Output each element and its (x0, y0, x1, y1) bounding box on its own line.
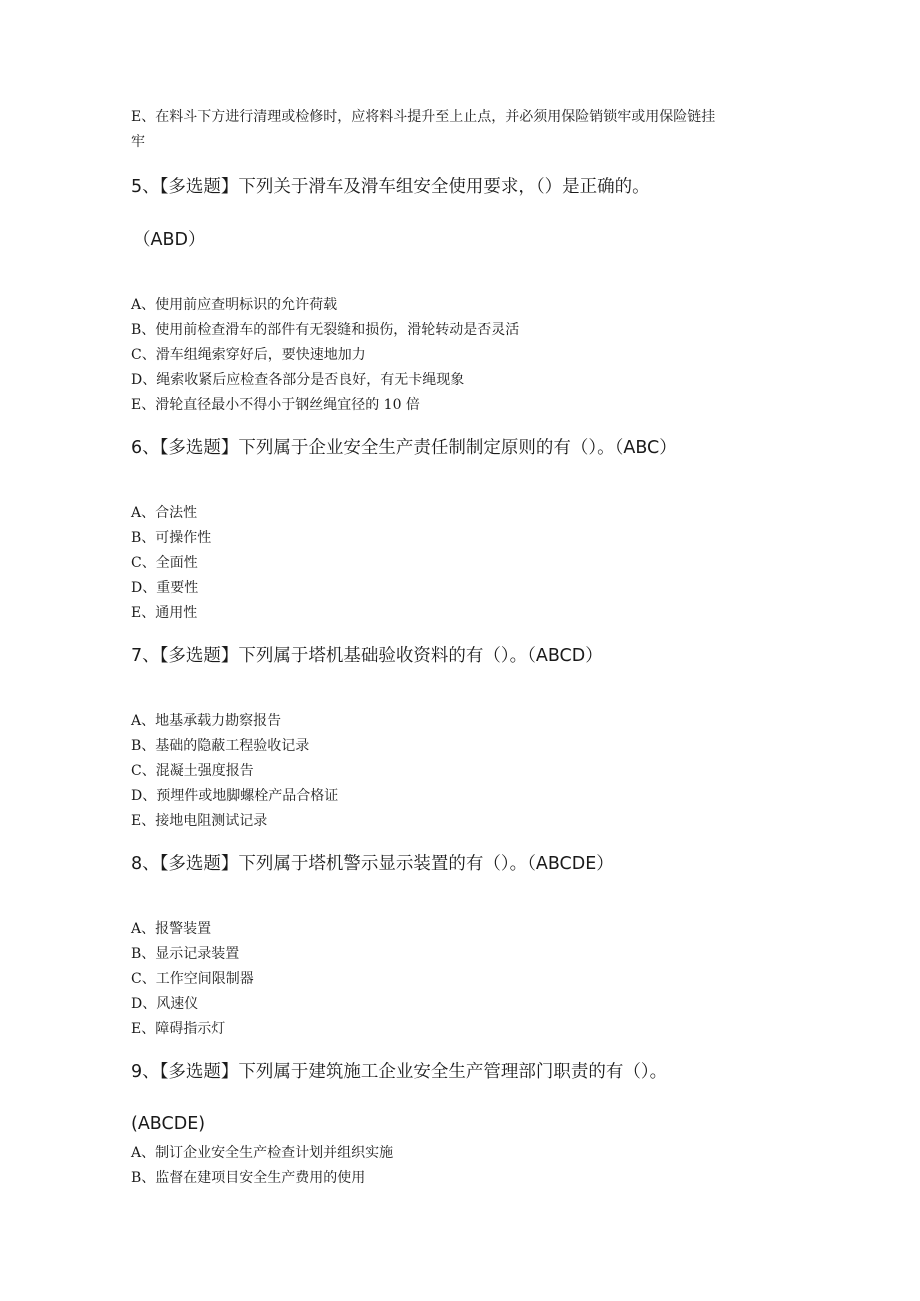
q8-option-a: A、报警装置 (131, 921, 212, 937)
q7-option-b: B、基础的隐蔽工程验收记录 (131, 738, 310, 754)
q6-option-e: E、通用性 (131, 605, 198, 621)
q6-option-c: C、全面性 (131, 555, 198, 571)
q8-option-e: E、障碍指示灯 (131, 1021, 226, 1037)
q7-option-c: C、混凝土强度报告 (131, 763, 254, 779)
q5-answer: （ABD） (133, 230, 206, 250)
q8-option-c: C、工作空间限制器 (131, 971, 254, 987)
q6-option-a: A、合法性 (131, 505, 198, 521)
q5-title: 5、【多选题】下列关于滑车及滑车组安全使用要求，（）是正确的。 (131, 177, 650, 197)
q7-option-a: A、地基承载力勘察报告 (131, 713, 282, 729)
q5-option-b: B、使用前检查滑车的部件有无裂缝和损伤，滑轮转动是否灵活 (131, 322, 520, 338)
q5-option-c: C、滑车组绳索穿好后，要快速地加力 (131, 347, 366, 363)
q9-option-a: A、制订企业安全生产检查计划并组织实施 (131, 1145, 394, 1161)
q9-option-b: B、监督在建项目安全生产费用的使用 (131, 1170, 366, 1186)
q6-option-d: D、重要性 (131, 580, 199, 596)
q5-option-d: D、绳索收紧后应检查各部分是否良好，有无卡绳现象 (131, 372, 465, 388)
q8-title: 8、【多选题】下列属于塔机警示显示装置的有（）。（ABCDE） (131, 854, 614, 874)
q6-option-b: B、可操作性 (131, 530, 212, 546)
q6-title: 6、【多选题】下列属于企业安全生产责任制制定原则的有（）。（ABC） (131, 438, 677, 458)
q4-option-e-line1: E、在料斗下方进行清理或检修时，应将料斗提升至上止点，并必须用保险销锁牢或用保险链挂 (131, 109, 716, 125)
q8-option-b: B、显示记录装置 (131, 946, 240, 962)
q4-option-e-line2: 牢 (131, 134, 145, 150)
q7-option-d: D、预埋件或地脚螺栓产品合格证 (131, 788, 339, 804)
q9-title: 9、【多选题】下列属于建筑施工企业安全生产管理部门职责的有（）。 (131, 1062, 668, 1082)
q8-option-d: D、风速仪 (131, 996, 199, 1012)
q5-option-e: E、滑轮直径最小不得小于钢丝绳宜径的 10 倍 (131, 397, 420, 413)
q7-option-e: E、接地电阻测试记录 (131, 813, 268, 829)
q7-title: 7、【多选题】下列属于塔机基础验收资料的有（）。（ABCD） (131, 646, 603, 666)
q9-answer: (ABCDE) (131, 1114, 206, 1134)
q5-option-a: A、使用前应查明标识的允许荷载 (131, 297, 338, 313)
